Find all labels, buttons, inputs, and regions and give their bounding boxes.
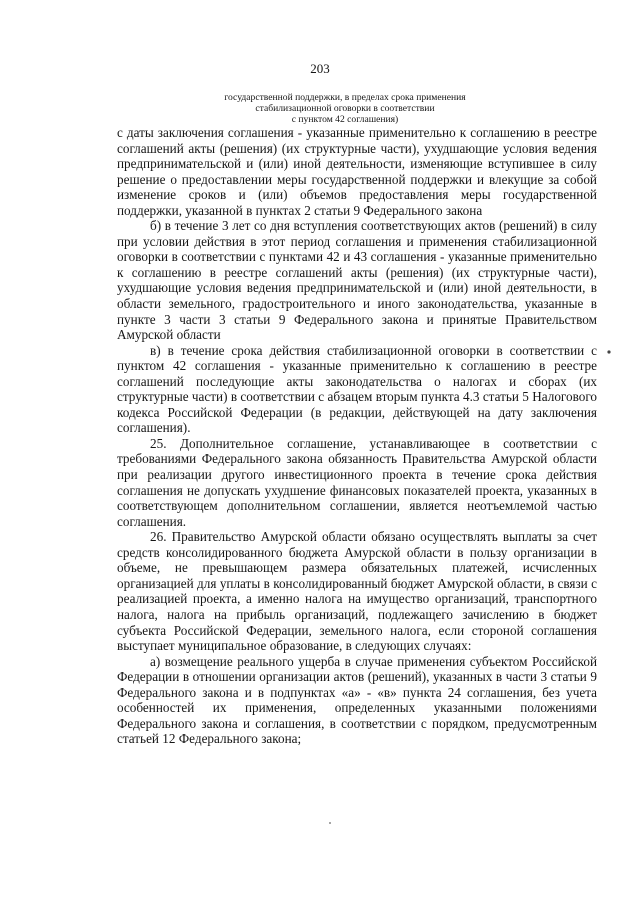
paragraph-item-a: а) возмещение реального ущерба в случае применения субъектом Российской Федерации в отношении организации актов (решений), указанных в части 3 статьи 9 Федерального закона и в подпунктах «а» - «в» пункта 24 соглашения, без учета особенностей их применения, определенных указанными положениями Федерального закона и соглашения, в соответствии с порядком, предусмотренным статьей 12 Федерального закона;: [117, 653, 597, 747]
scan-speck: [329, 822, 331, 824]
page-number: 203: [310, 61, 330, 76]
paragraph-continuation: с даты заключения соглашения - указанные применительно к соглашению в реестре соглашений акты (решения) (их структурные части), ухудшающие условия ведения предпринимательской и (или) иной деятельности, изменяющие вступившее в силу решение о предоставлении меры государственной поддержки и влекущие за собой изменение сроков и (или) объемов предоставления меры государственной поддержки, указанной в пунктах 2 статьи 9 Федерального закона: [117, 125, 597, 218]
document-body: [117, 125, 597, 747]
paragraph-item-v: в) в течение срока действия стабилизационной оговорки в соответствии с пунктом 42 соглашения - указанные применительно к соглашению в реестре соглашений последующие акты законодательства о налогах и сборах (их структурные части) в соответствии с абзацем вторым пункта 4.3 статьи 5 Налогового кодекса Российской Федерации (в редакции, действующей на дату заключения соглашения).: [117, 342, 597, 436]
paragraph-clause-26: 26. Правительство Амурской области обязано осуществлять выплаты за счет средств консолидированного бюджета Амурской области в пользу организации в объеме, не превышающем размера обязательных платежей, исчисленных организацией для уплаты в консолидированный бюджет Амурской области, в связи с реализацией проекта, а именно налога на имущество организаций, транспортного налога, налога на прибыль организаций, подлежащего зачислению в бюджет субъекта Российской Федерации, земельного налога, если стороной соглашения выступает муниципальное образование, в следующих случаях:: [117, 529, 597, 654]
header-note-line: с пунктом 42 соглашения): [291, 114, 399, 125]
header-note-line: государственной поддержки, в пределах срока применения: [224, 92, 466, 103]
header-note: [190, 92, 500, 125]
paragraph-clause-25: 25. Дополнительное соглашение, устанавливающее в соответствии с требованиями Федерального закона обязанность Правительства Амурской области при реализации другого инвестиционного проекта в течение срока действия соглашения не допускать ухудшение финансовых показателей проекта, указанных в соответствующем дополнительном соглашении, является неотъемлемой частью соглашения.: [117, 435, 597, 529]
scan-speck: [607, 350, 610, 353]
header-note-line: стабилизационной оговорки в соответствии: [255, 103, 435, 114]
paragraph-item-b: б) в течение 3 лет со дня вступления соответствующих актов (решений) в силу при условии действия в этот период соглашения и применения стабилизационной оговорки в соответствии с пунктами 42 и 43 соглашения - указанные применительно к соглашению в реестре соглашений акты (решения) (их структурные части), ухудшающие условия ведения предпринимательской и (или) иной деятельности, в области земельного, градостроительного и иного законодательства, указанные в пункте 3 части 3 статьи 9 Федерального закона и принятые Правительством Амурской области: [117, 218, 597, 343]
